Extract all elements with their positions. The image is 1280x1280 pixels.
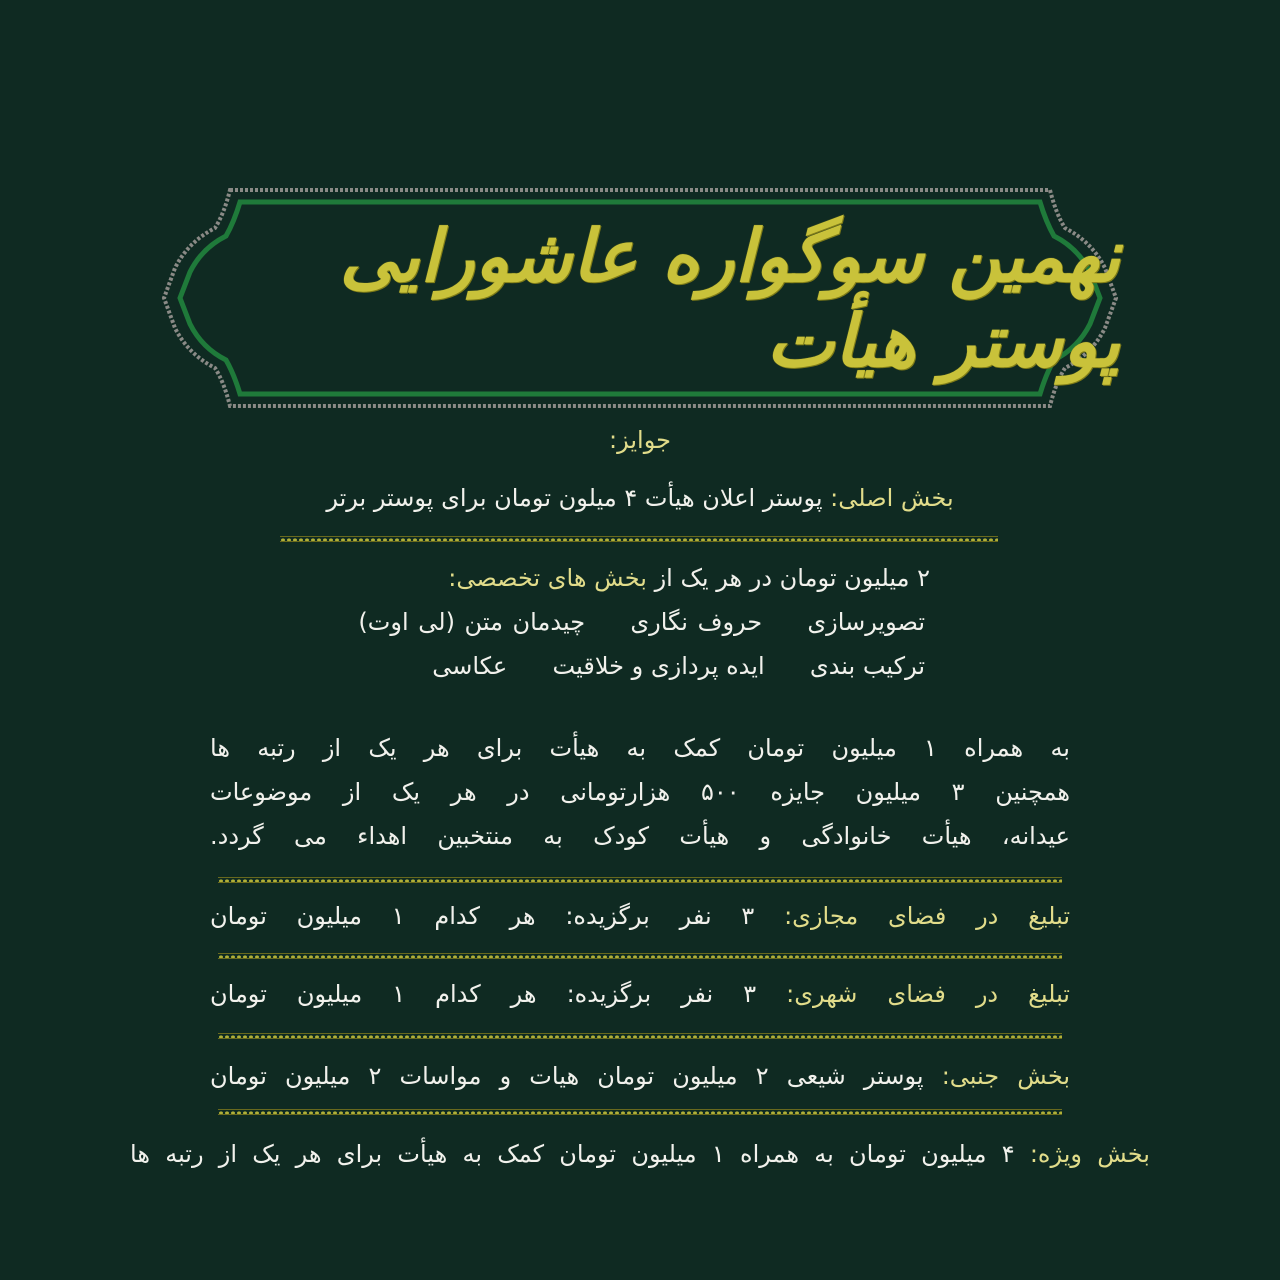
page-title: نهمین سوگواره عاشورایی پوستر هیأت [339,213,1120,383]
divider [218,1109,1062,1115]
special-section-extra: به همراه ۱ میلیون تومان کمک به هیأت برای هر یک از رتبه ها [130,1140,834,1168]
title-banner [160,184,1120,412]
divider [218,1033,1062,1039]
side-section-row [210,1062,1070,1090]
special-section-row [130,1140,1150,1168]
urban-ad-label: تبلیغ در فضای شهری: [786,980,1070,1008]
side-section-item-1: پوستر شیعی ۲ میلیون تومان [597,1062,924,1090]
main-section-row [270,484,1010,512]
main-section-text: پوستر اعلان هیأت ۴ میلون تومان برای پوستر برتر [326,484,823,512]
virtual-ad-winners: ۳ نفر برگزیده: [565,902,755,930]
specialized-intro-row [360,564,930,592]
category-typography: حروف نگاری [630,608,763,636]
virtual-ad-amount: هر کدام ۱ میلیون تومان [210,902,536,930]
paragraph-line-2: همچنین ۳ میلیون جایزه ۵۰۰ هزارتومانی در هر یک از موضوعات [210,778,1070,806]
side-section-label: بخش جنبی: [941,1062,1071,1090]
divider [218,953,1062,959]
special-section-amount: ۴ میلیون تومان [849,1140,1015,1168]
urban-ad-winners: ۳ نفر برگزیده: [566,980,757,1008]
special-section-label: بخش ویژه: [1029,1140,1150,1168]
urban-ad-row [210,980,1070,1008]
specialized-intro-label: بخش های تخصصی: [448,564,647,592]
paragraph-line-3: عیدانه، هیأت خانوادگی و هیأت کودک به منتخبین اهداء می گردد. [210,822,1070,850]
divider [280,536,998,542]
category-creativity: ایده پردازی و خلاقیت [552,652,765,680]
category-composition: ترکیب بندی [809,652,925,680]
category-photography: عکاسی [432,652,508,680]
divider [218,877,1062,883]
urban-ad-amount: هر کدام ۱ میلیون تومان [210,980,537,1008]
paragraph-line-1: به همراه ۱ میلیون تومان کمک به هیأت برای هر یک از رتبه ها [210,734,1070,762]
main-section-label: بخش اصلی: [830,484,954,512]
specialized-intro-text: ۲ میلیون تومان در هر یک از [654,564,930,592]
category-layout: چیدمان متن (لی اوت) [358,608,586,636]
virtual-ad-label: تبلیغ در فضای مجازی: [784,902,1070,930]
virtual-ad-row [210,902,1070,930]
specialized-row-2 [355,652,925,680]
prizes-heading: جوایز: [609,426,671,454]
side-section-item-2: هیات و مواسات ۲ میلیون تومان [210,1062,580,1090]
specialized-row-1 [355,608,925,636]
category-illustration: تصویرسازی [807,608,925,636]
